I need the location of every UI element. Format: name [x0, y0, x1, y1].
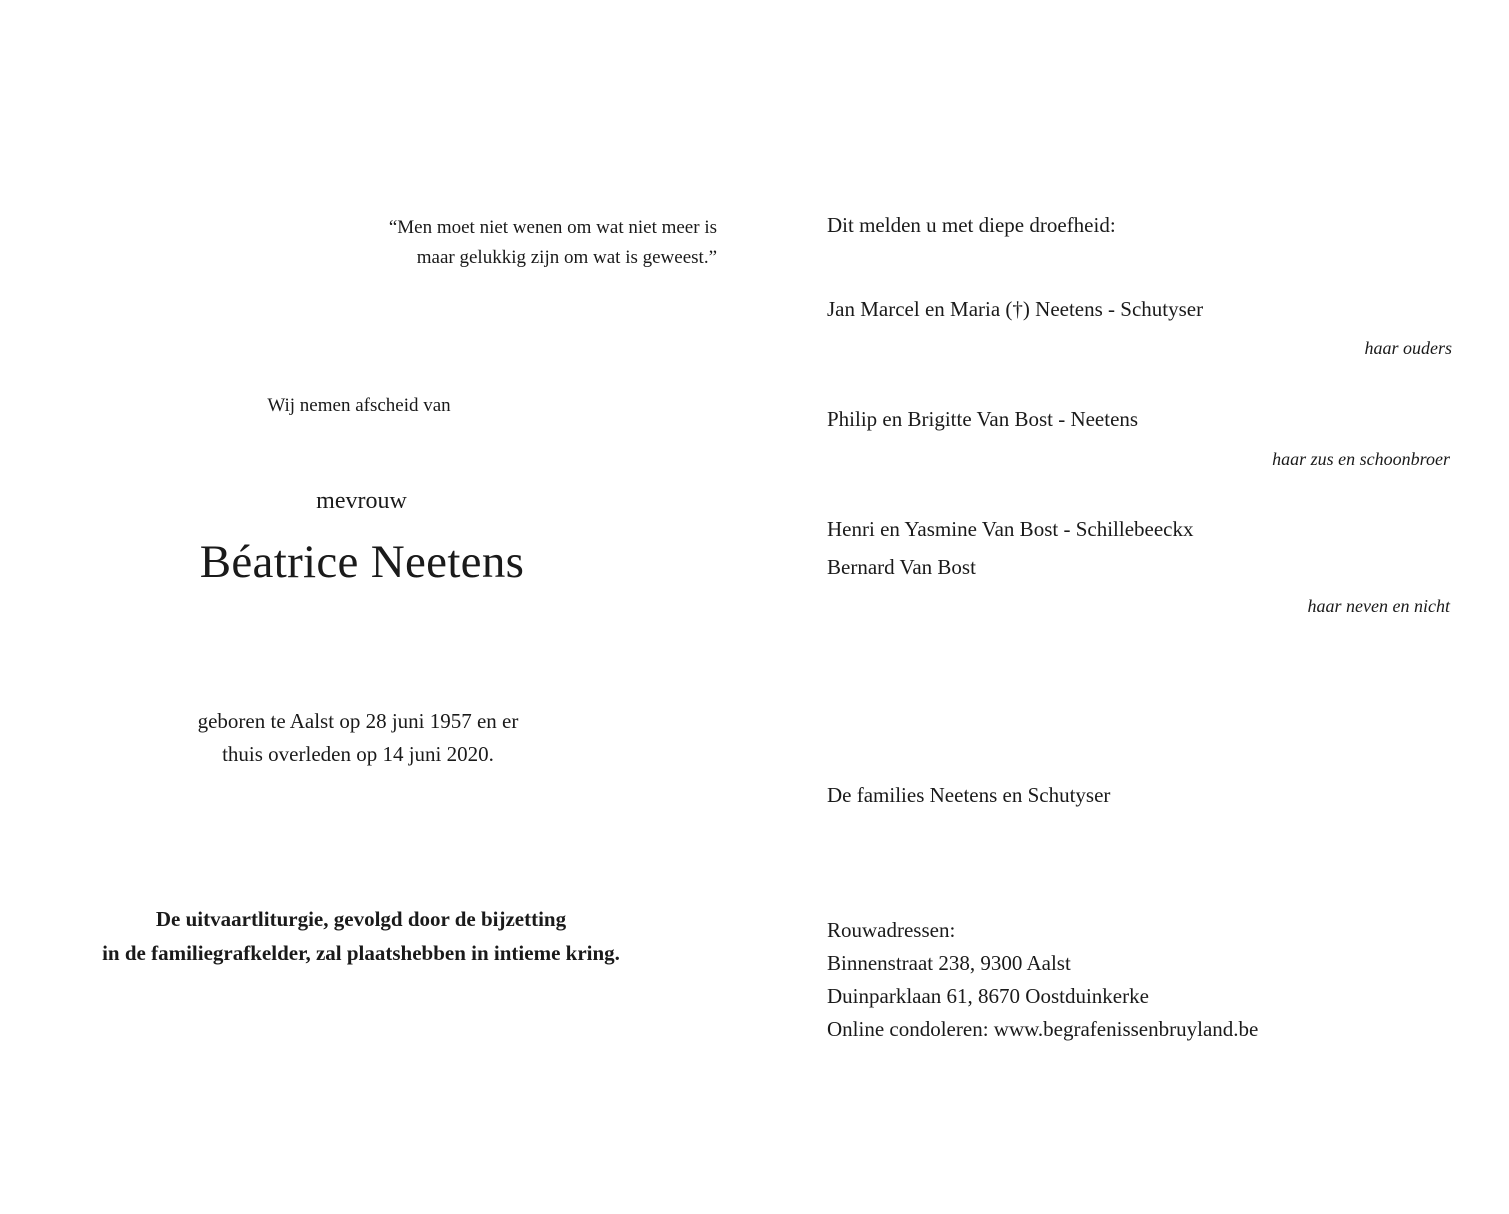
online-condolence-line: Online condoleren: www.begrafenissenbruyland.be: [827, 1017, 1259, 1041]
ceremony-line-1: De uitvaartliturgie, gevolgd door de bijzetting: [155, 907, 567, 931]
dates-line-1: geboren te Aalst op 28 juni 1957 en er: [197, 709, 519, 733]
title-prefix: mevrouw: [316, 488, 407, 514]
family-names-sister: Philip en Brigitte Van Bost - Neetens: [827, 407, 1139, 431]
address-line-2: Duinparklaan 61, 8670 Oostduinkerke: [827, 984, 1149, 1008]
family-names-nephew-niece-2: Bernard Van Bost: [827, 555, 976, 579]
quote-line-2: maar gelukkig zijn om wat is geweest.”: [416, 247, 717, 268]
family-names-nephew-niece-1: Henri en Yasmine Van Bost - Schillebeeckx: [827, 517, 1194, 541]
birth-death-dates: [108, 705, 608, 771]
relation-sister: haar zus en schoonbroer: [1272, 449, 1450, 469]
quote-line-1: “Men moet niet wenen om wat niet meer is: [388, 217, 717, 238]
dates-line-2: thuis overleden op 14 juni 2020.: [222, 742, 494, 766]
address-line-1: Binnenstraat 238, 9300 Aalst: [827, 951, 1071, 975]
families-line: De families Neetens en Schutyser: [827, 783, 1111, 807]
family-names-parents: Jan Marcel en Maria (†) Neetens - Schutyser: [827, 297, 1204, 321]
memorial-quote: [389, 213, 717, 273]
ceremony-notice: [60, 902, 662, 970]
farewell-text: Wij nemen afscheid van: [267, 395, 451, 416]
relation-nephews-niece: haar neven en nicht: [1307, 596, 1450, 616]
relation-parents: haar ouders: [1364, 338, 1452, 358]
ceremony-line-2: in de familiegrafkelder, zal plaatshebben in intieme kring.: [102, 941, 620, 965]
announcement-intro: Dit melden u met diepe droefheid:: [827, 213, 1116, 237]
deceased-name: Béatrice Neetens: [199, 536, 525, 588]
addresses-heading: Rouwadressen:: [827, 918, 956, 942]
mourning-addresses: [827, 914, 1258, 1046]
